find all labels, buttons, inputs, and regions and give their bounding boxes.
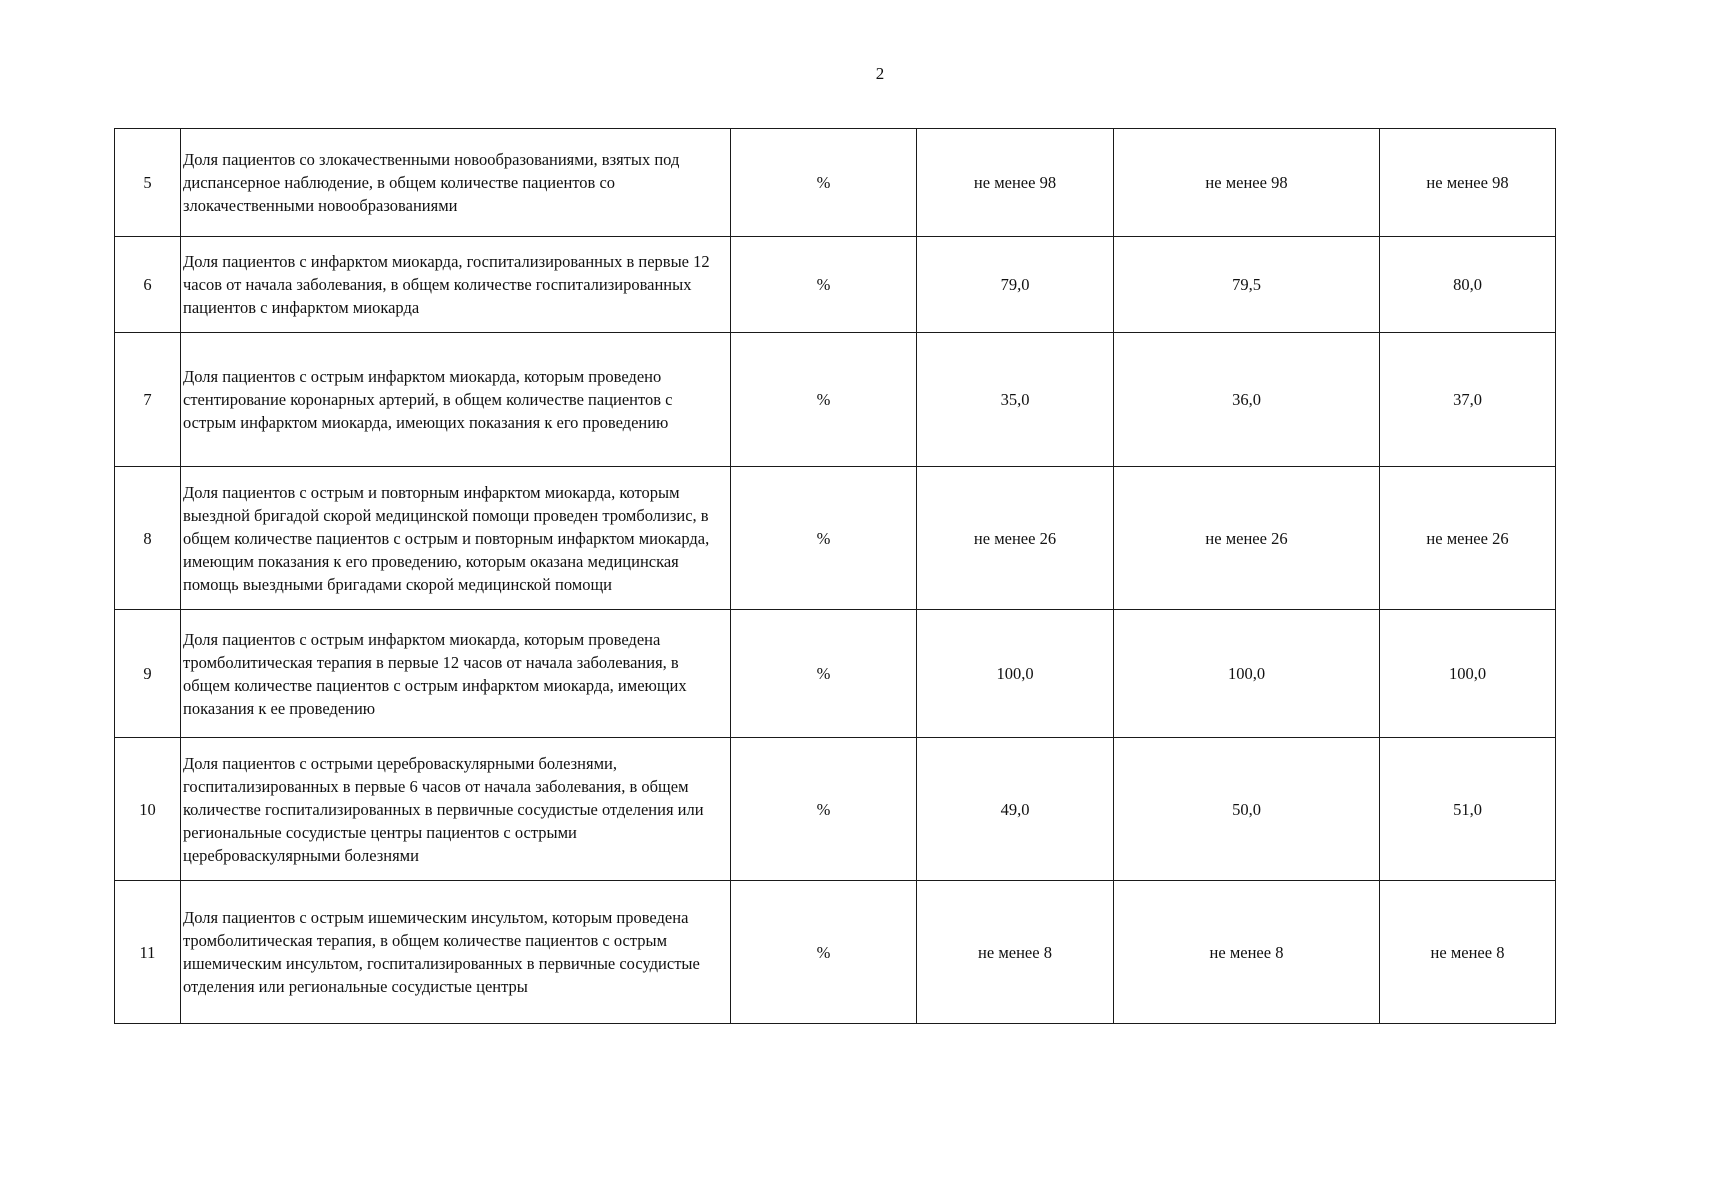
unit-cell: % [731,738,917,881]
unit-cell: % [731,237,917,333]
row-number: 6 [115,237,181,333]
value-year-2: 79,5 [1114,237,1380,333]
value-year-1: 100,0 [917,610,1114,738]
value-year-3: не менее 98 [1380,129,1556,237]
row-number: 10 [115,738,181,881]
indicator-description: Доля пациентов с инфарктом миокарда, госпитализированных в первые 12 часов от начала заболевания, в общем количестве госпитализированных пациентов с инфарктом миокарда [181,237,731,333]
value-year-3: 80,0 [1380,237,1556,333]
row-number: 7 [115,333,181,467]
value-year-1: 79,0 [917,237,1114,333]
table-row [115,881,1556,1024]
value-year-3: 100,0 [1380,610,1556,738]
value-year-2: не менее 8 [1114,881,1380,1024]
row-number: 9 [115,610,181,738]
unit-cell: % [731,129,917,237]
value-year-1: 49,0 [917,738,1114,881]
table-row [115,237,1556,333]
value-year-2: не менее 26 [1114,467,1380,610]
unit-cell: % [731,467,917,610]
indicators-table [114,128,1556,1024]
table-row [115,467,1556,610]
value-year-3: не менее 8 [1380,881,1556,1024]
table-row [115,129,1556,237]
row-number: 8 [115,467,181,610]
value-year-3: 51,0 [1380,738,1556,881]
value-year-3: не менее 26 [1380,467,1556,610]
value-year-2: не менее 98 [1114,129,1380,237]
row-number: 11 [115,881,181,1024]
value-year-2: 50,0 [1114,738,1380,881]
value-year-3: 37,0 [1380,333,1556,467]
unit-cell: % [731,610,917,738]
value-year-2: 36,0 [1114,333,1380,467]
indicator-description: Доля пациентов с острым и повторным инфарктом миокарда, которым выездной бригадой скорой медицинской помощи проведен тромболизис, в общем количестве пациентов с острым и повторным инфарктом миокарда, имеющим показания к его проведению, которым оказана медицинская помощь выездными бригадами скорой медицинской помощи [181,467,731,610]
table-row [115,610,1556,738]
page-number: 2 [875,64,885,83]
unit-cell: % [731,881,917,1024]
indicator-description: Доля пациентов с острым ишемическим инсультом, которым проведена тромболитическая терапия, в общем количестве пациентов с острым ишемическим инсультом, госпитализированных в первичные сосудистые отделения или региональные сосудистые центры [181,881,731,1024]
indicator-description: Доля пациентов с острыми цереброваскулярными болезнями, госпитализированных в первые 6 часов от начала заболевания, в общем количестве госпитализированных в первичные сосудистые отделения или региональные сосудистые центры пациентов с острыми цереброваскулярными болезнями [181,738,731,881]
value-year-2: 100,0 [1114,610,1380,738]
value-year-1: не менее 8 [917,881,1114,1024]
indicator-description: Доля пациентов с острым инфарктом миокарда, которым проведено стентирование коронарных артерий, в общем количестве пациентов с острым инфарктом миокарда, имеющих показания к его проведению [181,333,731,467]
value-year-1: 35,0 [917,333,1114,467]
unit-cell: % [731,333,917,467]
value-year-1: не менее 26 [917,467,1114,610]
row-number: 5 [115,129,181,237]
value-year-1: не менее 98 [917,129,1114,237]
table-row [115,333,1556,467]
table-row [115,738,1556,881]
indicator-description: Доля пациентов со злокачественными новообразованиями, взятых под диспансерное наблюдение, в общем количестве пациентов со злокачественными новообразованиями [181,129,731,237]
indicator-description: Доля пациентов с острым инфарктом миокарда, которым проведена тромболитическая терапия в первые 12 часов от начала заболевания, в общем количестве пациентов с острым инфарктом миокарда, имеющих показания к ее проведению [181,610,731,738]
